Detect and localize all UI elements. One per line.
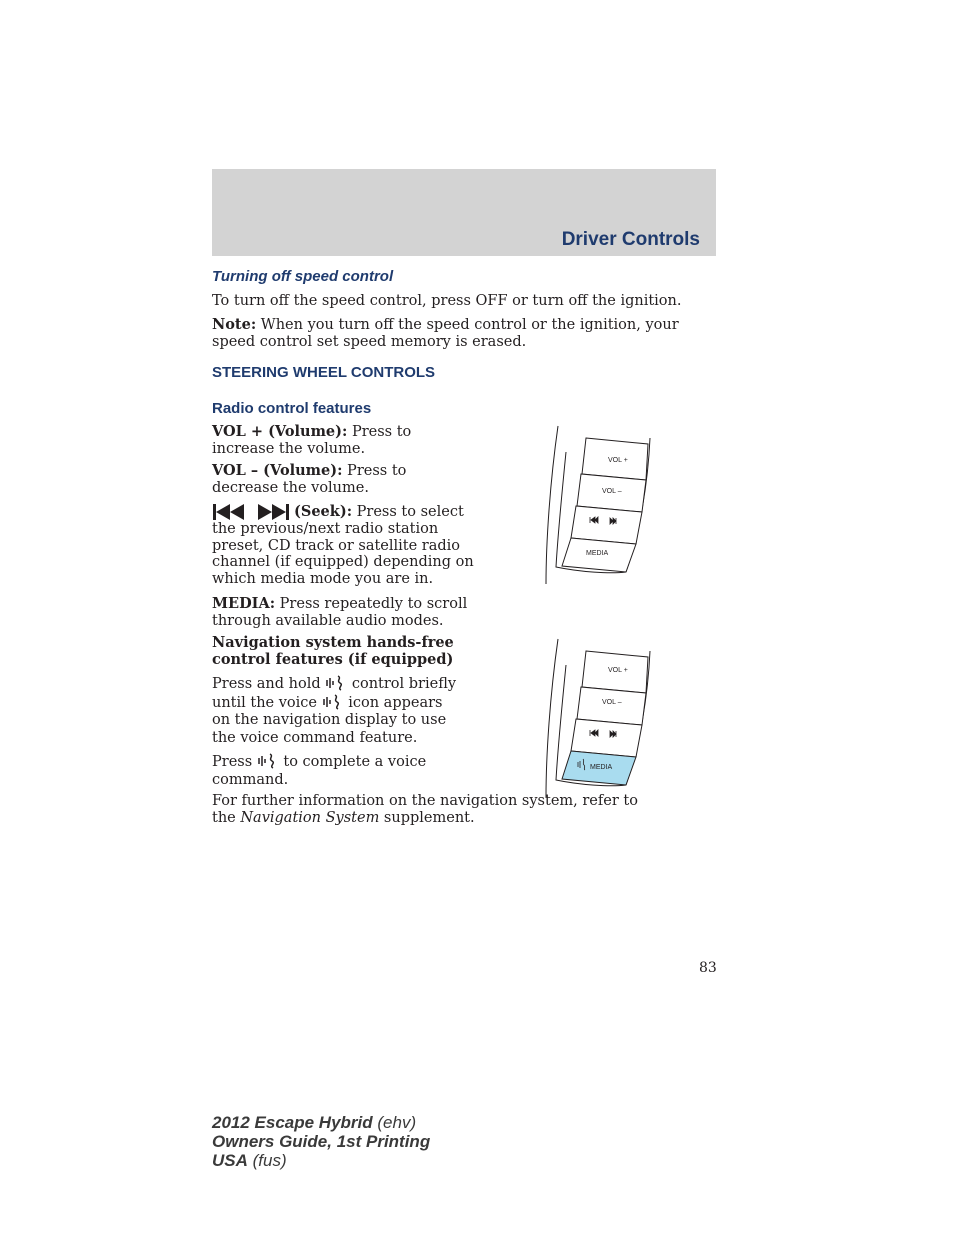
media-description — [212, 596, 474, 629]
voice-icon — [325, 675, 347, 693]
voice-icon — [257, 753, 279, 771]
media-label: MEDIA: — [212, 595, 276, 612]
section-title: Driver Controls — [561, 229, 700, 250]
seek-previous-next-icon — [212, 503, 294, 521]
note-text: When you turn off the speed control or the ignition, your speed control set speed memory is erased. — [212, 317, 679, 350]
seek-label: (Seek): — [294, 503, 353, 520]
radio-control-features-heading: Radio control features — [212, 400, 372, 417]
seek-description — [212, 503, 474, 587]
radio-controls-diagram — [540, 422, 660, 592]
press-hold-description — [212, 675, 462, 747]
vol-up-description — [212, 424, 474, 457]
diagram-vol-plus-label: VOL + — [608, 667, 628, 674]
page-number: 83 — [699, 960, 717, 976]
vol-up-text: Press to increase the volume. — [212, 424, 412, 457]
vol-up-label: VOL + (Volume): — [212, 423, 348, 440]
navigation-controls-diagram — [540, 635, 660, 805]
footer-model: 2012 Escape Hybrid — [212, 1113, 373, 1132]
diagram-vol-minus-label: VOL – — [602, 488, 622, 495]
diagram-media-label: MEDIA — [586, 550, 609, 557]
diagram-vol-plus-label: VOL + — [608, 457, 628, 464]
speed-off-note — [212, 317, 712, 350]
turning-off-speed-control-heading: Turning off speed control — [212, 268, 394, 285]
seek-text-1: Press to select — [352, 504, 464, 520]
press-hold-text-1: Press and hold — [212, 676, 321, 692]
note-label: Note: — [212, 316, 257, 333]
press-voice-description — [212, 753, 462, 789]
footer-region: USA — [212, 1151, 248, 1170]
footer-guide: Owners Guide, 1st Printing — [212, 1132, 431, 1151]
vol-down-text: Press to decrease the volume. — [212, 463, 407, 496]
footer-region-code: (fus) — [247, 1151, 287, 1170]
voice-icon — [322, 694, 344, 712]
press-hold-text-2: control briefly — [351, 676, 457, 692]
media-text: Press repeatedly to scroll through available audio modes. — [212, 596, 468, 629]
vol-down-description — [212, 463, 474, 496]
press-hold-text-3: until the voice — [212, 694, 318, 711]
diagram-vol-minus-label: VOL – — [602, 699, 622, 706]
guide-footer — [212, 1113, 430, 1170]
seek-text-2: the previous/next radio station preset, CD track or satellite radio channel (if equipped) depending on which media mode you are in. — [212, 521, 474, 587]
speed-off-paragraph: To turn off the speed control, press OFF or turn off the ignition. — [212, 293, 682, 309]
footer-model-code: (ehv) — [372, 1113, 417, 1132]
vol-down-label: VOL – (Volume): — [212, 462, 343, 479]
further-text-2: supplement. — [379, 809, 475, 826]
press-text-1: Press — [212, 754, 253, 770]
press-hold-text-4: icon appears on the navigation display to use the voice command feature. — [212, 694, 447, 746]
nav-hands-free-heading: Navigation system hands-free control features (if equipped) — [212, 634, 454, 668]
section-header-band — [212, 169, 716, 256]
diagram-media-label: MEDIA — [590, 764, 613, 771]
press-text-2: to complete a voice command. — [212, 754, 427, 788]
further-text-1: For further information on the navigation system, refer to the — [212, 793, 638, 826]
steering-wheel-controls-heading: STEERING WHEEL CONTROLS — [212, 364, 436, 381]
navigation-system-reference: Navigation System — [240, 809, 380, 826]
